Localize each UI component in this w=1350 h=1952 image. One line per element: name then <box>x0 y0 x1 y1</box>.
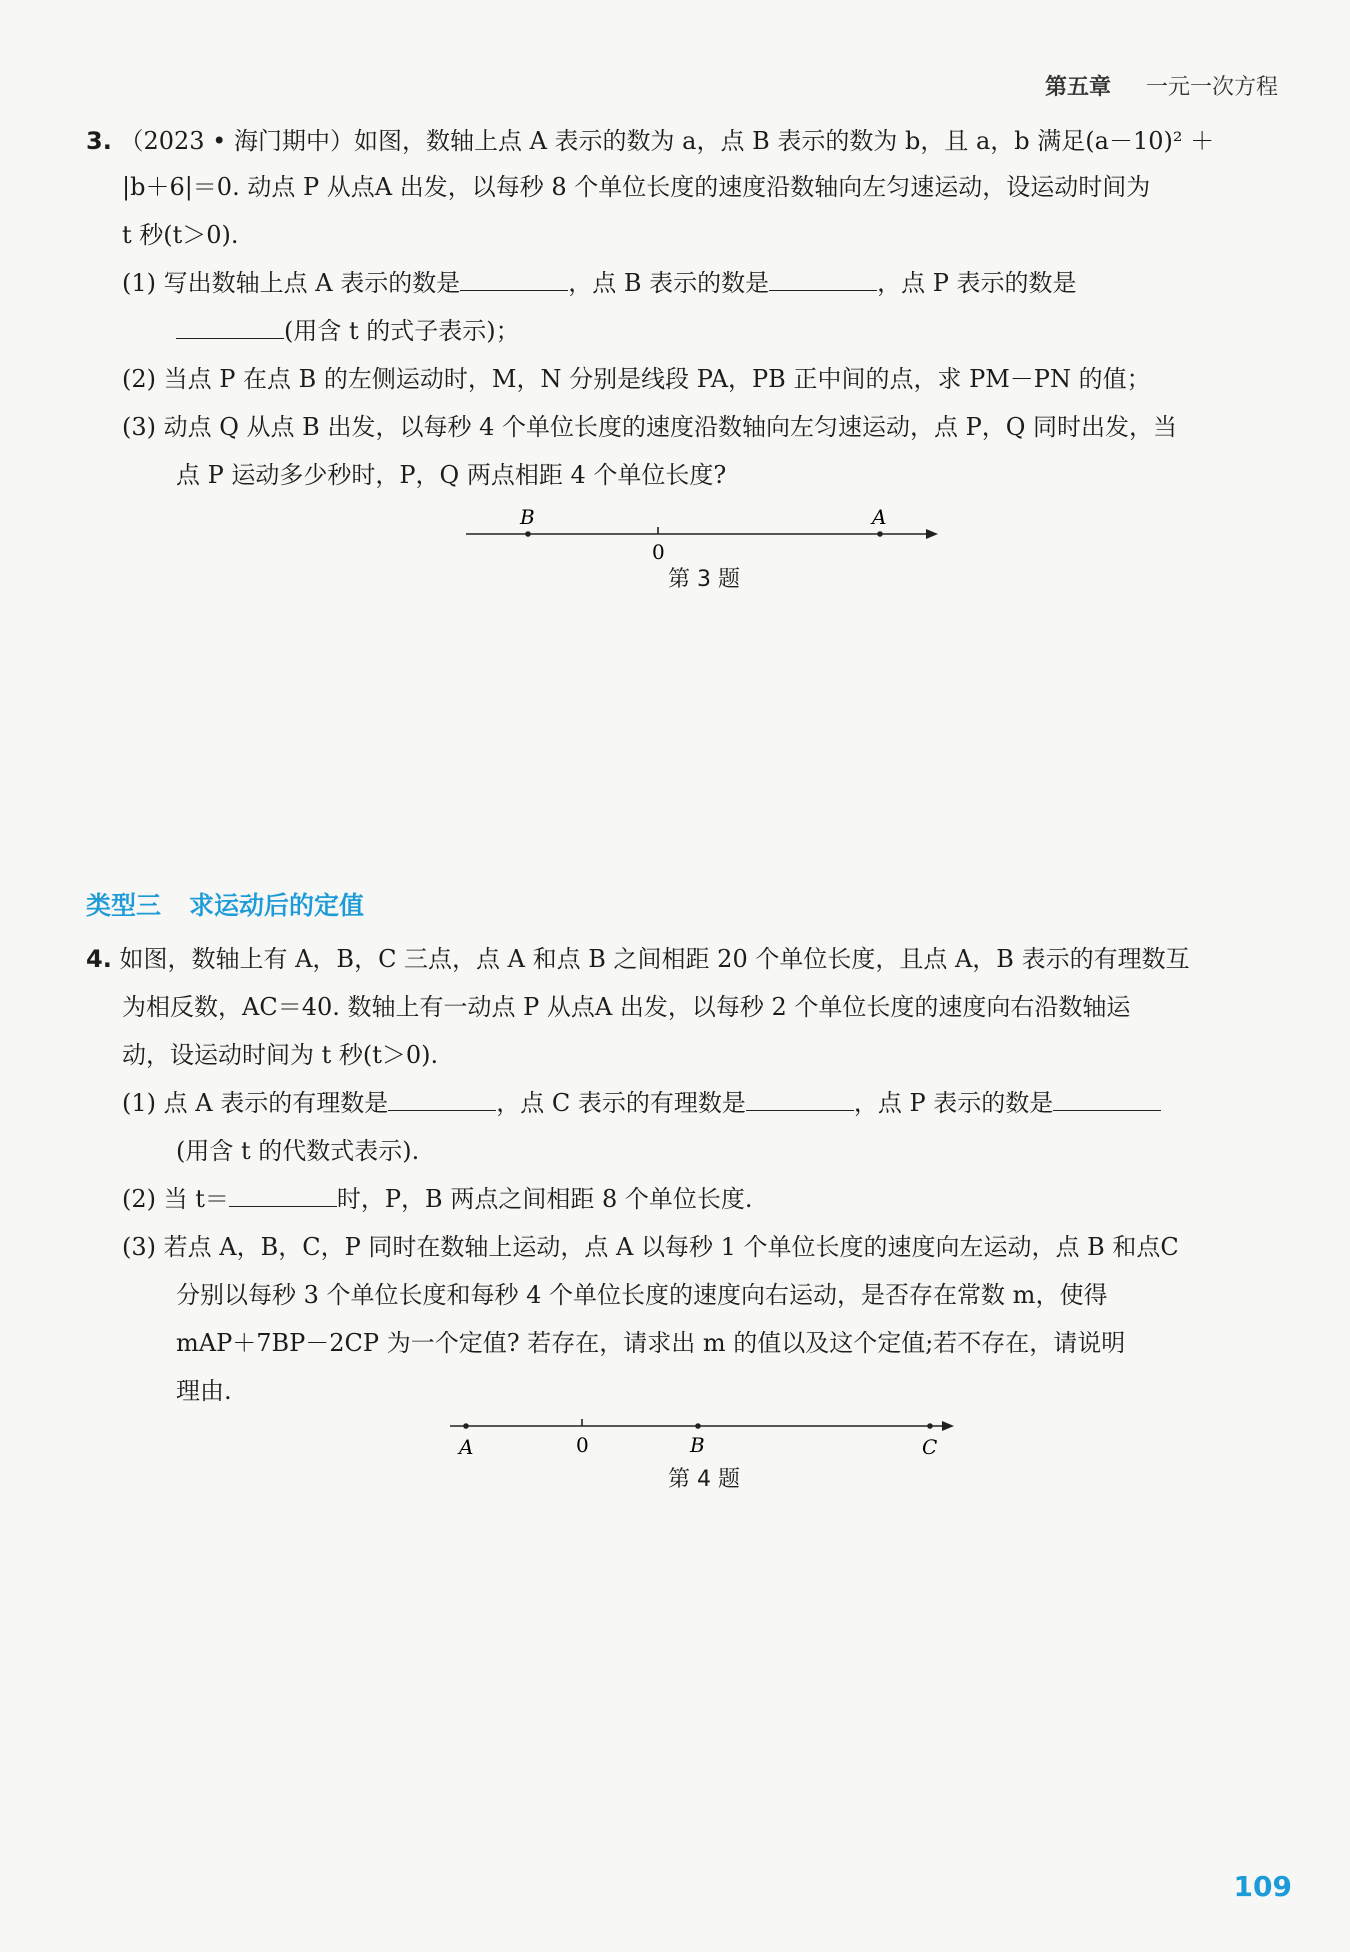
q4-text-1: 如图，数轴上有 A，B，C 三点，点 A 和点 B 之间相距 20 个单位长度，且点 A，B 表示的有理数互 <box>119 945 1190 973</box>
q4-sub1-line-2: (用含 t 的代数式表示). <box>176 1137 420 1165</box>
q3-sub3-line-2: 点 P 运动多少秒时，P，Q 两点相距 4 个单位长度? <box>176 461 727 489</box>
q4-point-c <box>927 1423 933 1429</box>
q3-blank-a[interactable] <box>460 268 568 291</box>
q4-sub3-line-1: (3) 若点 A，B，C，P 同时在数轴上运动，点 A 以每秒 1 个单位长度的速度向左运动，点 B 和点C <box>122 1233 1179 1261</box>
page-number: 109 <box>1233 1870 1292 1903</box>
q3-sub1-mid2: ，点 P 表示的数是 <box>877 269 1077 297</box>
q3-sub1-prefix: (1) 写出数轴上点 A 表示的数是 <box>122 269 461 297</box>
section-heading <box>86 886 364 922</box>
q4-point-b <box>695 1423 701 1429</box>
q4-sub1-prefix: (1) 点 A 表示的有理数是 <box>122 1089 389 1117</box>
q4-sub2 <box>122 1184 752 1214</box>
q3-point-b <box>525 531 531 537</box>
q3-label-a: A <box>872 505 887 529</box>
q4-sub2-prefix: (2) 当 t＝ <box>122 1185 229 1213</box>
q3-sub3-line-1: (3) 动点 Q 从点 B 出发，以每秒 4 个单位长度的速度沿数轴向左匀速运动，点 P，Q 同时出发，当 <box>122 413 1178 441</box>
section-title: 求运动后的定值 <box>189 891 365 920</box>
q4-sub2-suffix: 时，P，B 两点之间相距 8 个单位长度. <box>336 1185 753 1213</box>
q3-sub1-mid1: ，点 B 表示的数是 <box>568 269 770 297</box>
chapter-label: 第五章 <box>1044 75 1111 100</box>
q3-text-1: （2023 • 海门期中）如图，数轴上点 A 表示的数为 a，点 B 表示的数为 b，且 a，b 满足(a－10)² ＋ <box>119 127 1215 155</box>
section-type: 类型三 <box>86 891 162 920</box>
q3-figure-caption: 第 3 题 <box>668 567 740 592</box>
q3-blank-p[interactable] <box>176 316 284 339</box>
q4-number: 4. <box>86 945 112 973</box>
q3-label-b: B <box>520 505 535 529</box>
q4-blank-t[interactable] <box>229 1184 337 1207</box>
page-header <box>1045 70 1278 101</box>
q4-axis-arrow <box>942 1421 954 1431</box>
q4-sub3-line-4: 理由. <box>176 1377 232 1405</box>
q4-blank-a[interactable] <box>388 1088 496 1111</box>
q3-sub1-line-2 <box>176 316 520 346</box>
q4-line-2: 为相反数，AC＝40. 数轴上有一动点 P 从点A 出发，以每秒 2 个单位长度的速度向右沿数轴运 <box>122 993 1131 1021</box>
q4-sub1-mid2: ，点 P 表示的数是 <box>853 1089 1054 1117</box>
q4-label-a: A <box>459 1435 474 1459</box>
q4-line-3: 动，设运动时间为 t 秒(t＞0). <box>122 1041 439 1069</box>
q3-sub1-suffix: (用含 t 的式子表示)； <box>284 317 520 345</box>
q4-sub3-line-2: 分别以每秒 3 个单位长度和每秒 4 个单位长度的速度向右运动，是否存在常数 m，使得 <box>176 1281 1108 1309</box>
q4-sub1-mid1: ，点 C 表示的有理数是 <box>496 1089 746 1117</box>
q3-axis-arrow <box>926 529 938 539</box>
q4-label-zero: 0 <box>576 1433 589 1457</box>
q4-point-a <box>463 1423 469 1429</box>
q4-blank-p[interactable] <box>1053 1088 1161 1111</box>
q3-number-line <box>460 500 950 570</box>
q3-label-zero: 0 <box>652 540 665 564</box>
q3-sub2: (2) 当点 P 在点 B 的左侧运动时，M，N 分别是线段 PA，PB 正中间的点，求 PM－PN 的值； <box>122 365 1151 393</box>
q4-sub1-line-1 <box>122 1088 1161 1118</box>
q3-point-a <box>877 531 883 537</box>
q3-sub1-line-1 <box>122 268 1077 298</box>
q4-sub3-line-3: mAP＋7BP－2CP 为一个定值? 若存在，请求出 m 的值以及这个定值;若不存在，请说明 <box>176 1329 1126 1357</box>
q3-blank-b[interactable] <box>769 268 877 291</box>
q4-label-c: C <box>922 1435 938 1459</box>
q3-line-1 <box>86 126 1214 156</box>
q3-line-2: |b＋6|＝0. 动点 P 从点A 出发，以每秒 8 个单位长度的速度沿数轴向左匀速运动，设运动时间为 <box>122 173 1151 201</box>
q4-figure-caption: 第 4 题 <box>668 1467 740 1492</box>
q4-blank-c[interactable] <box>746 1088 854 1111</box>
q4-label-b: B <box>690 1433 705 1457</box>
q4-line-1 <box>86 944 1190 974</box>
q3-number: 3. <box>86 127 112 155</box>
chapter-title: 一元一次方程 <box>1145 75 1278 100</box>
q3-line-3: t 秒(t＞0). <box>122 221 239 249</box>
